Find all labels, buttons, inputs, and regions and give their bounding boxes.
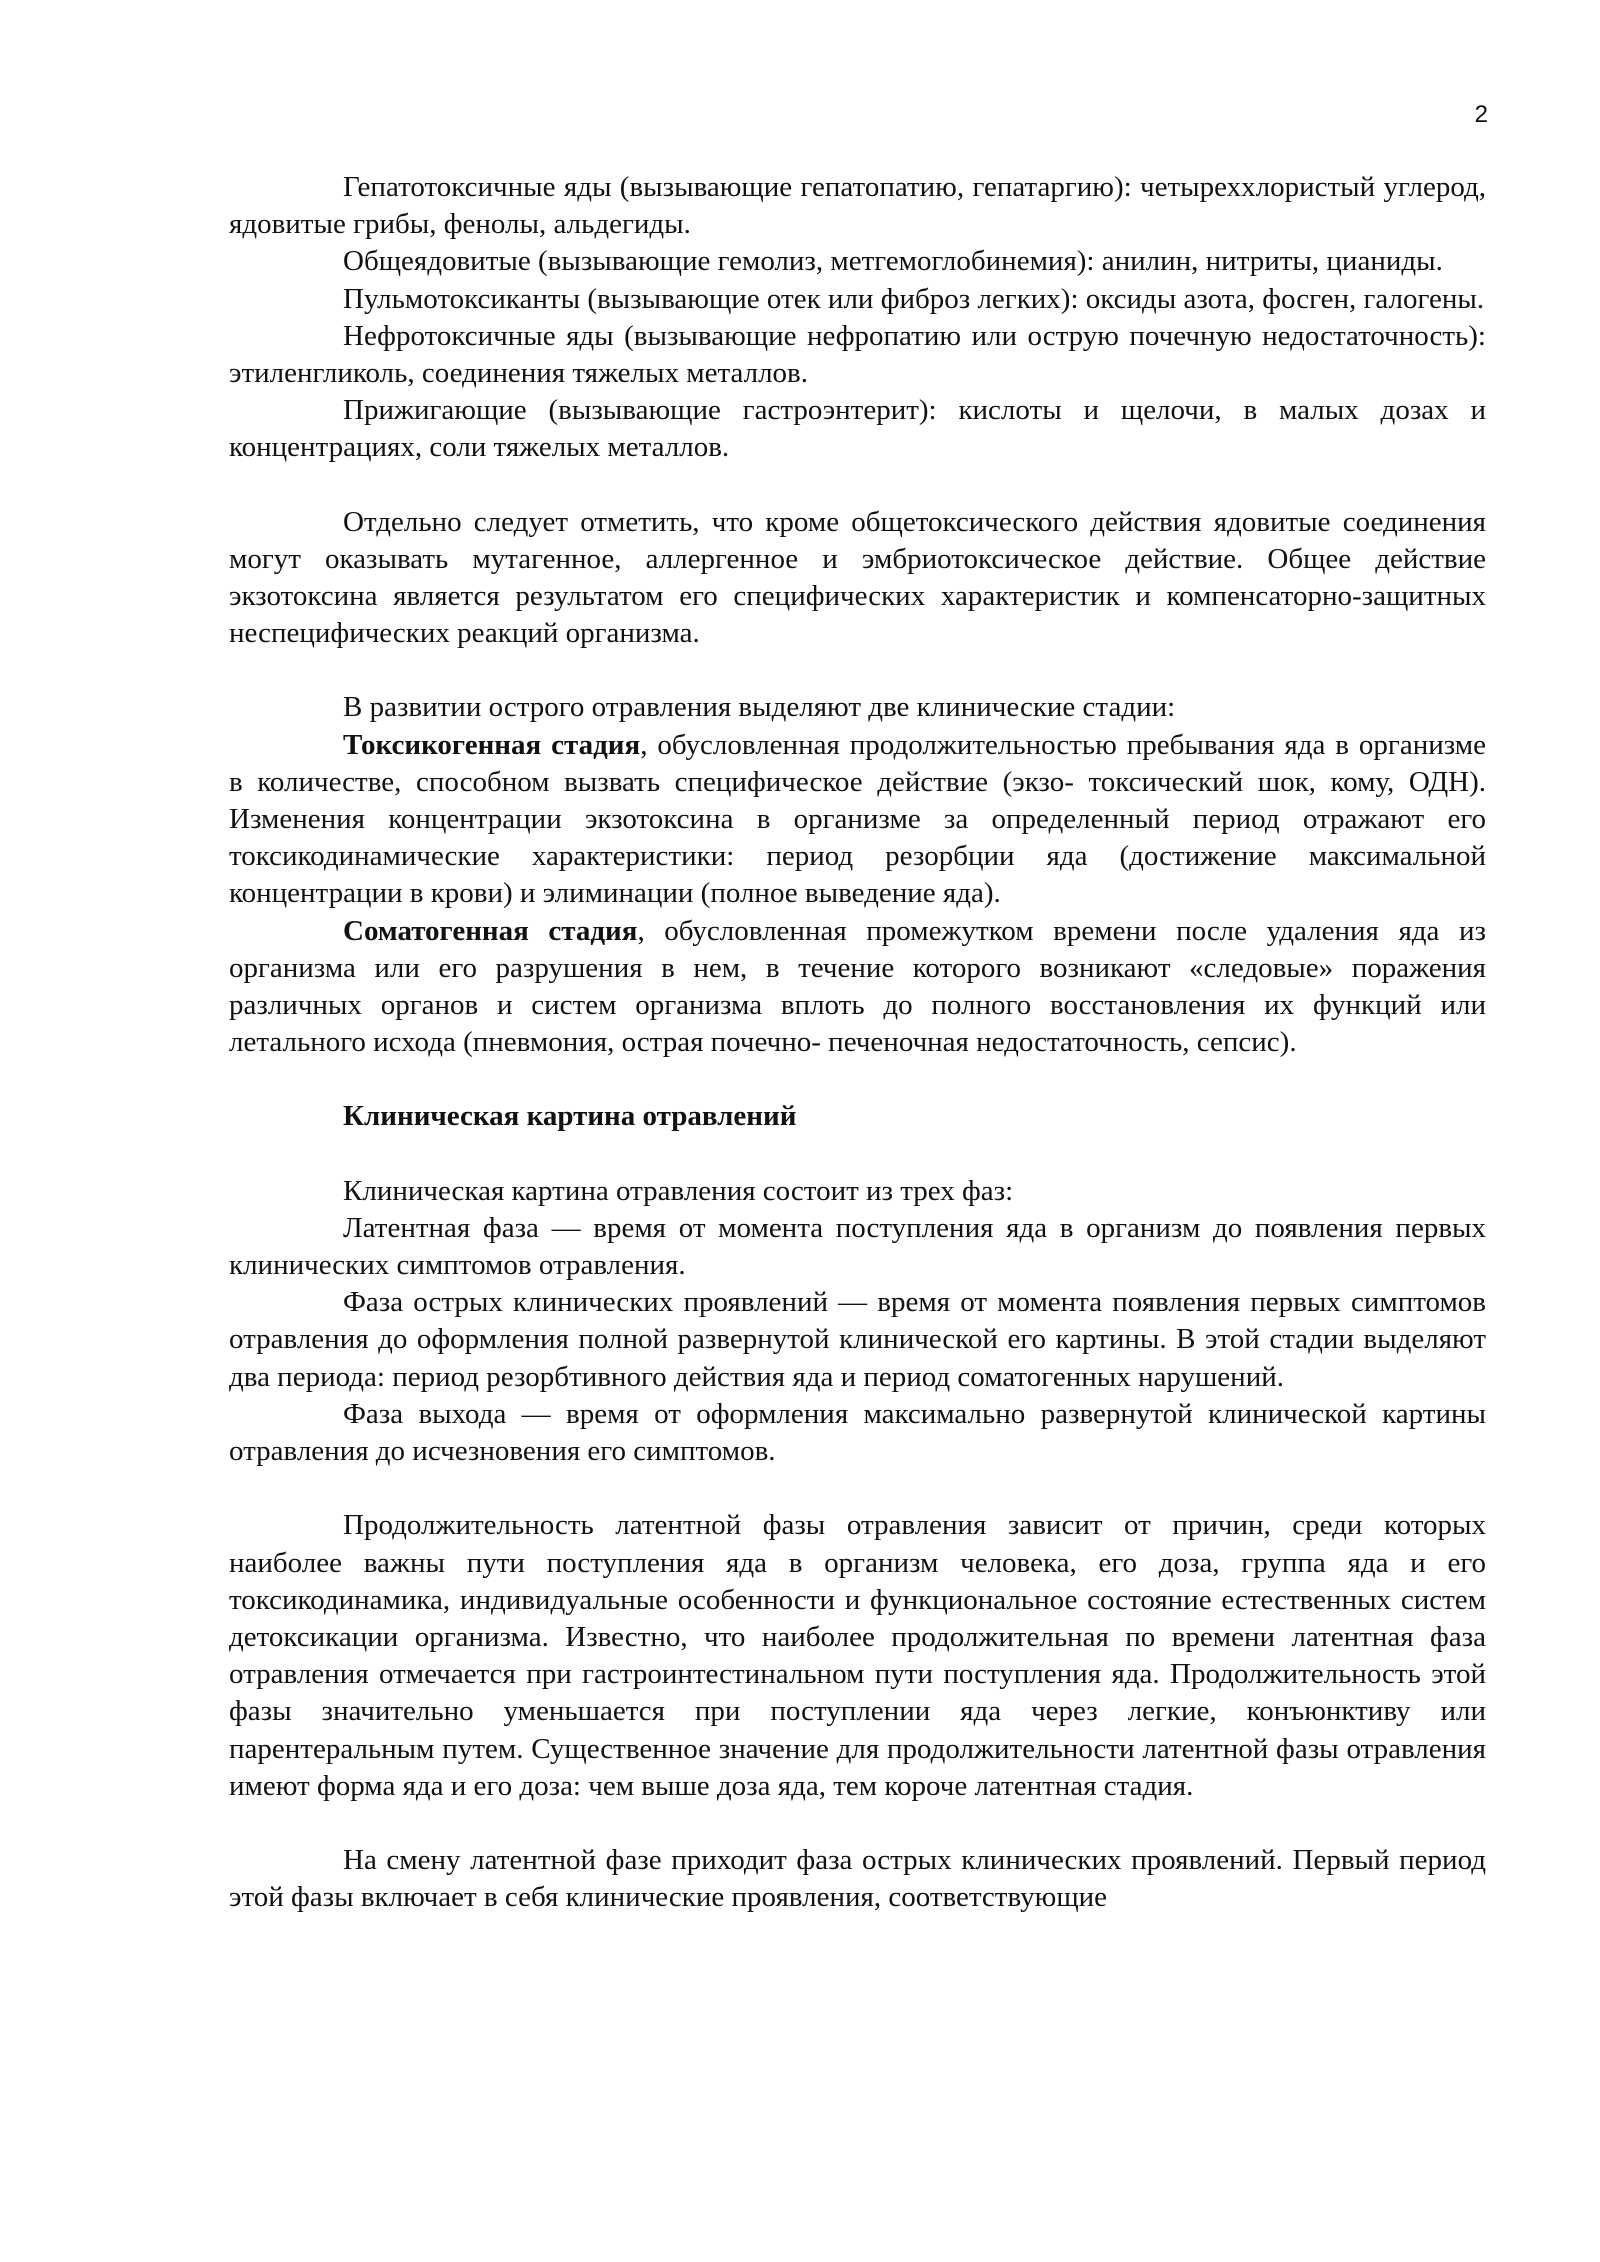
paragraph-caustic: Прижигающие (вызывающие гастроэнтерит): кислоты и щелочи, в малых дозах и концентрациях, соли тяжелых металлов. <box>229 394 1486 464</box>
paragraph-spacer <box>229 1061 1486 1098</box>
paragraph-spacer <box>229 652 1486 689</box>
paragraph-spacer <box>229 1136 1486 1173</box>
paragraph-pulmotoxicants: Пульмотоксиканты (вызывающие отек или фиброз легких): оксиды азота, фосген, галогены. <box>343 282 1485 315</box>
section-heading: Клиническая картина отравлений <box>343 1100 797 1133</box>
paragraph-acute-transition: На смену латентной фазе приходит фаза острых клинических проявлений. Первый период этой фазы включает в себя клинические проявления, соответствующие <box>229 1843 1486 1914</box>
paragraph-nephrotoxic: Нефротоксичные яды (вызывающие нефропатию или острую почечную недостаточность): этиленгликоль, соединения тяжелых металлов. <box>229 319 1486 390</box>
paragraph-toxicogenic-stage <box>229 727 1486 913</box>
paragraph-latent-phase: Латентная фаза — время от момента поступления яда в организм до появления первых клинических симптомов отравления. <box>229 1211 1486 1282</box>
page-number: 2 <box>1474 101 1488 128</box>
paragraph-exit-phase: Фаза выхода — время от оформления максимально развернутой клинической картины отравления до исчезновения его симптомов. <box>229 1397 1486 1468</box>
paragraph-spacer <box>229 467 1486 504</box>
paragraph-spacer <box>229 1470 1486 1507</box>
paragraph-additional-effects: Отдельно следует отметить, что кроме общетоксического действия ядовитые соединения могут оказывать мутагенное, аллергенное и эмбриотоксическое действие. Общее действие экзотоксина является результатом его специфических характеристик и компенсаторно-защитных неспецифических реакций организма. <box>229 505 1486 650</box>
toxicogenic-stage-text: , обусловленная продолжительностью пребывания яда в организме в количестве, способном вызвать специфическое действие (экзо- токсический шок, кому, ОДН). Изменения концентрации экзотоксина в организме за определенный период отражают его токсикодинамические характеристики: период резорбции яда (достижение максимальной концентрации в крови) и элиминации (полное выведение яда). <box>229 728 1486 910</box>
paragraph-latent-duration: Продолжительность латентной фазы отравления зависит от причин, среди которых наиболее важны пути поступления яда в организм человека, его доза, группа яда и его токсикодинамика, индивидуальные особенности и функциональное состояние естественных систем детоксикации организма. Известно, что наиболее продолжительная по времени латентная фаза отравления отмечается при гастроинтестинальном пути поступления яда. Продолжительность этой фазы значительно уменьшается при поступлении яда через легкие, конъюнктиву или парентеральным путем. Существенное значение для продолжительности латентной фазы отравления имеют форма яда и его доза: чем выше доза яда, тем короче латентная стадия. <box>229 1509 1486 1802</box>
document-body <box>229 169 1486 1916</box>
paragraph-phases-intro: Клиническая картина отравления состоит из трех фаз: <box>343 1174 1014 1207</box>
paragraph-general-poisons: Общеядовитые (вызывающие гемолиз, метгемоглобинемия): анилин, нитриты, цианиды. <box>343 245 1443 278</box>
paragraph-spacer <box>229 1805 1486 1842</box>
paragraph-acute-phase: Фаза острых клинических проявлений — время от момента появления первых симптомов отравления до оформления полной развернутой клинической его картины. В этой стадии выделяют два периода: период резорбтивного действия яда и период соматогенных нарушений. <box>229 1286 1486 1393</box>
paragraph-hepatotoxic: Гепатотоксичные яды (вызывающие гепатопатию, гепатаргию): четырехxлористый углерод, ядовитые грибы, фенолы, альдегиды. <box>229 171 1486 241</box>
paragraph-clinical-stages-intro: В развитии острого отравления выделяют две клинические стадии: <box>343 691 1176 724</box>
paragraph-somatogenic-stage <box>229 913 1486 1062</box>
term-somatogenic-stage: Соматогенная стадия <box>343 914 638 947</box>
somatogenic-stage-text: , обусловленная промежутком времени после удаления яда из организма или его разрушения в нем, в течение которого возникают «следовые» поражения различных органов и систем организма вплоть до полного восстановления их функций или летального исхода (пневмония, острая почечно- печеночная недостаточность, сепсис). <box>229 914 1486 1059</box>
term-toxicogenic-stage: Токсикогенная стадия <box>343 728 641 761</box>
